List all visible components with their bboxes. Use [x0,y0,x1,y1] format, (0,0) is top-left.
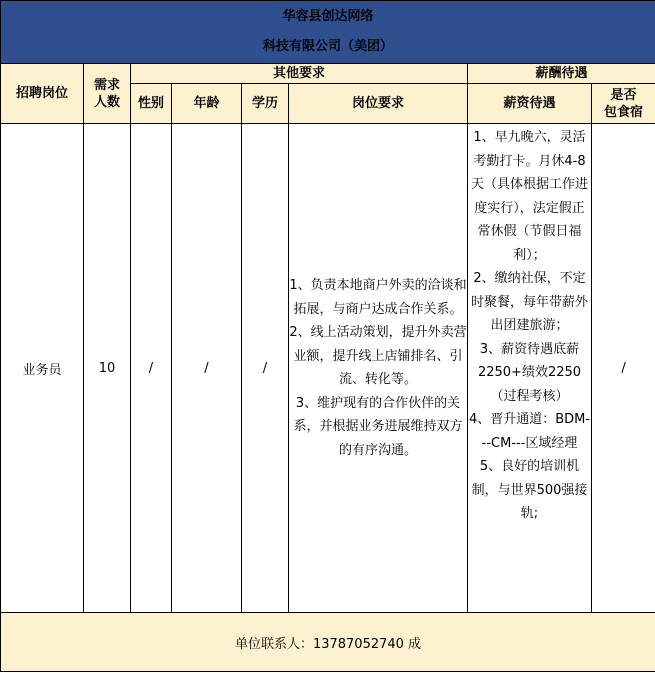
title-line-2: 科技有限公司（美团） [263,39,394,54]
cell-duties: 1、负责本地商户外卖的洽谈和拓展，与商户达成合作关系。 2、线上活动策划，提升外卖营业额，提升线上店铺排名、引流、转化等。 3、维护现有的合作伙伴的关系，并根据业务进展维持双方的有序沟通。 [289,124,468,613]
cell-position: 业务员 [1,124,84,613]
footer-contact: 单位联系人：13787052740 成 [1,613,655,672]
cell-gender: / [131,124,172,613]
header-age: 年龄 [172,84,242,124]
header-gender: 性别 [131,84,172,124]
cell-education: / [242,124,289,613]
cell-age: / [172,124,242,613]
header-other-requirements: 其他要求 [131,64,468,84]
header-education: 学历 [242,84,289,124]
header-salary: 薪资待遇 [468,84,592,124]
cell-headcount: 10 [84,124,131,613]
header-board: 是否 包食宿 [592,84,655,124]
header-headcount: 需求 人数 [84,64,131,124]
header-duties: 岗位要求 [289,84,468,124]
title-line-1: 华容县创达网络 [282,9,374,24]
cell-salary: 1、早九晚六，灵活考勤打卡。月休4-8天（具体根据工作进度实行），法定假正常休假（节假日福利）； 2、缴纳社保，不定时聚餐，每年带薪外出团建旅游； 3、薪资待遇底薪2250+绩效2250（过程考核） 4、晋升通道：BDM---CM---区域经理 5、良好的培训机制，与世界500强接轨; [468,124,592,613]
header-compensation: 薪酬待遇 [468,64,655,84]
header-position: 招聘岗位 [1,64,84,124]
cell-board: / [592,124,655,613]
page-title [1,1,655,64]
